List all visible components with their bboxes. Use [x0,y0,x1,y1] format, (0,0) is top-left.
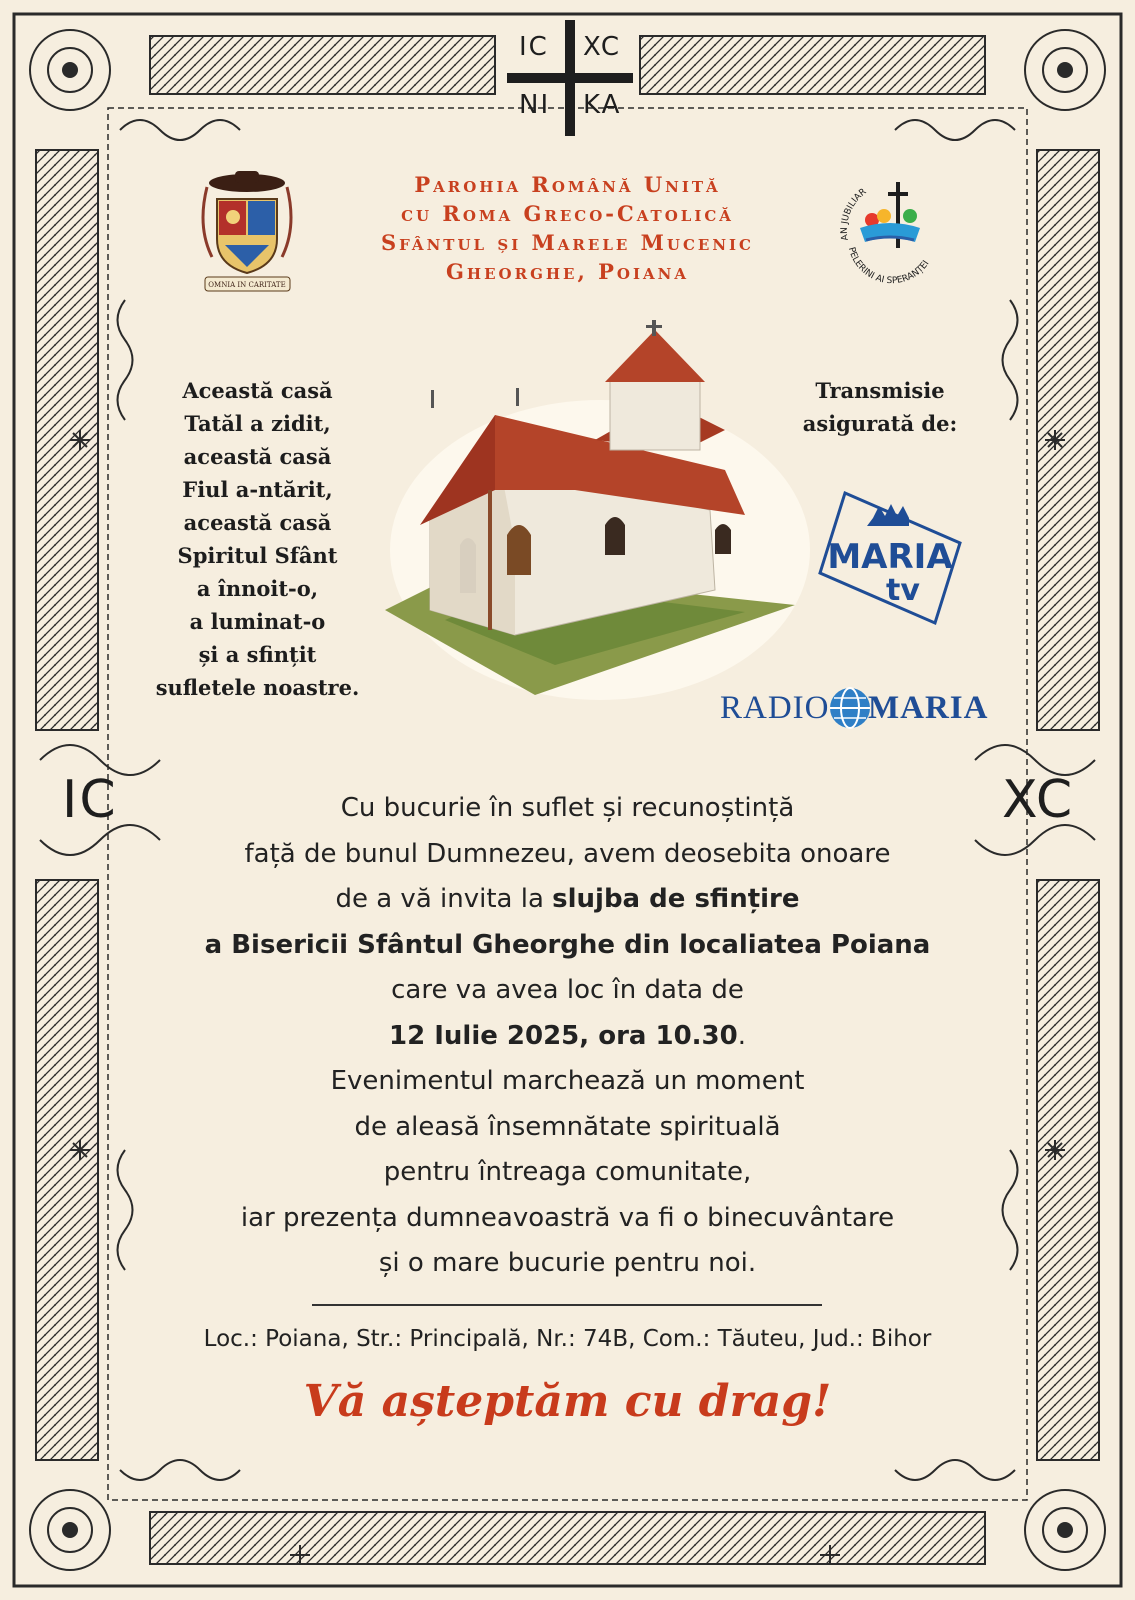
parish-header [300,170,835,286]
header-line-1: Parohia Română Unită [414,172,721,197]
maria-tv-name: MARIA [827,537,953,577]
event-date-line [170,1014,965,1060]
coat-motto: OMNIA IN CARITATE [208,281,286,289]
monogram-ic: IC [519,32,549,62]
jubilee-top-text: AN JUBILIAR [839,187,869,242]
invitation-line-2: față de bunul Dumnezeu, avem deosebita onoare [244,838,891,869]
invitation-line-5: care va avea loc în data de [391,975,744,1005]
svg-text:PELERINI AI SPERANȚEI [846,246,932,286]
poem-line: a luminat-o [189,609,326,634]
event-date-end: . [737,1020,746,1051]
radio-maria-logo [720,686,989,730]
church-photo [385,320,815,710]
monogram-ka: KA [583,90,622,120]
poem-line: Fiul a-ntărit, [182,477,333,502]
monogram-xc: XC [583,32,622,62]
invitation-line-11: și o mare bucurie pentru noi. [378,1248,757,1278]
church-name-line [170,923,965,969]
broadcast-label [795,374,965,440]
divider-line [312,1304,822,1306]
monogram-ni: NI [519,90,551,120]
event-date: 12 Iulie 2025, ora 10.30 [388,1020,738,1051]
poem-line: această casă [183,444,332,469]
invitation-text [170,786,965,1287]
poem-line: a înnoit-o, [196,576,319,601]
radio-maria-right: MARIA [868,690,989,726]
side-monogram-right: XC [1002,770,1075,830]
radio-maria-left: RADIO [720,690,830,726]
maria-tv-logo [815,488,965,628]
event-address: Loc.: Poiana, Str.: Principală, Nr.: 74B, Com.: Tăuteu, Jud.: Bihor [203,1326,932,1352]
poem-line: sufletele noastre. [155,675,360,700]
invitation-line-3-text: de a vă invita la [335,884,553,914]
invitation-line-3 [170,877,965,923]
coat-of-arms [195,165,300,300]
invitation-line-7: Evenimentul marchează un moment [330,1066,805,1096]
jubilee-bottom-text: PELERINI AI SPERANȚEI [845,246,932,287]
cross-monogram [505,18,635,138]
service-name: slujba de sfințire [552,884,800,914]
poem-line: Spiritul Sfânt [177,543,338,568]
maria-tv-suffix: tv [886,573,920,608]
closing-message: Vă așteptăm cu drag! [303,1376,832,1427]
side-monogram-left: IC [62,770,118,830]
invitation-line-8: de aleasă însemnătate spirituală [354,1111,781,1142]
blessing-poem [135,374,380,704]
church-name: a Bisericii Sfântul Gheorghe din localiatea Poiana [204,929,931,960]
invitation-line-1: Cu bucurie în suflet și recunoștință [340,793,795,823]
poem-line: această casă [183,510,332,535]
broadcast-line-1: Transmisie [815,378,945,403]
invitation-line-9: pentru întreaga comunitate, [383,1157,752,1187]
jubilee-logo [830,170,950,295]
broadcast-line-2: asigurată de: [802,411,958,436]
invitation-line-10: iar prezența dumneavoastră va fi o binecuvântare [240,1202,895,1233]
header-line-4: Gheorghe, Poiana [446,259,689,284]
header-line-2: cu Roma Greco-Catolică [401,201,734,226]
poem-line: și a sfințit [198,642,317,667]
poem-line: Această casă [182,378,333,403]
header-line-3: Sfântul și Marele Mucenic [381,230,754,255]
poem-line: Tatăl a zidit, [184,411,331,436]
globe-icon [828,686,872,730]
